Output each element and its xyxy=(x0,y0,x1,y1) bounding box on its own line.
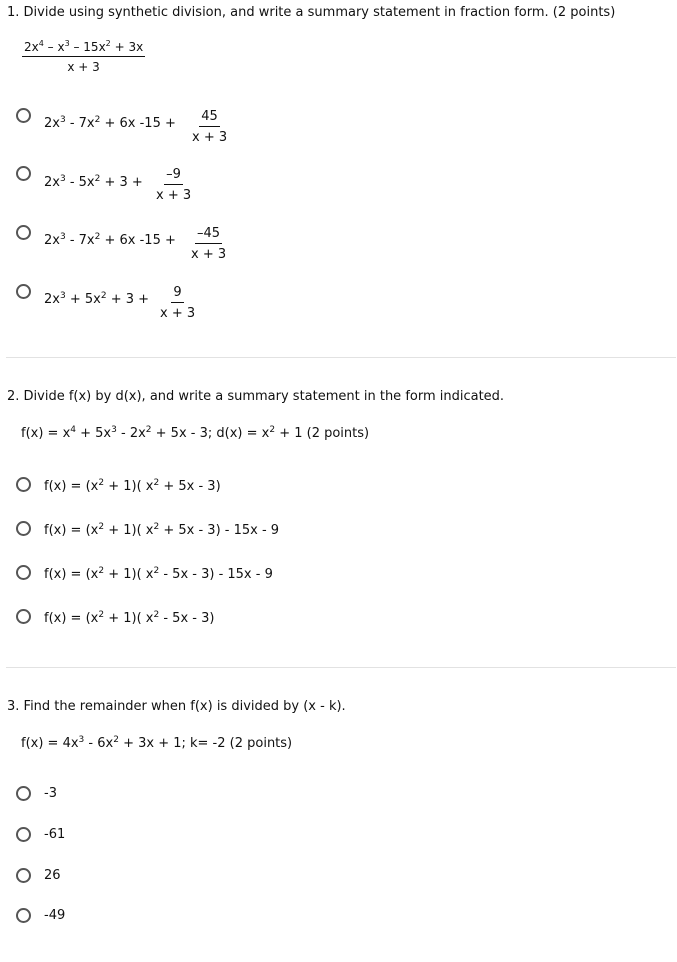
q1-option-d-radio[interactable] xyxy=(16,284,31,299)
q1-option-a-fraction: $\frac{45}{x + 3}$ xyxy=(192,109,228,145)
q1-option-d-fraction: $\frac{9}{x + 3}$ xyxy=(160,285,196,321)
question-3-prompt: $f(x) = 4x^3 - 6x^2 + 3x + 1$; k= -2 (2 points) xyxy=(21,735,293,751)
q1-option-b-label[interactable]: $2x^3 - 5x^2 + 3$ + xyxy=(44,174,143,190)
q1-option-c-label[interactable]: $2x^3 - 7x^2 + 6x$ -15 + xyxy=(44,232,176,248)
q3-option-b-radio[interactable] xyxy=(16,827,31,842)
q3-option-c-radio[interactable] xyxy=(16,868,31,883)
q3-option-b-label[interactable]: -61 xyxy=(44,827,66,842)
q1-option-c-fraction: $\frac{-45}{x + 3}$ xyxy=(191,226,227,262)
q3-option-d-radio[interactable] xyxy=(16,908,31,923)
q2-option-c-label[interactable]: $f(x) = (x^2 + 1)$( $x^2 - 5x - 3) - 15x - 9$ xyxy=(44,566,273,582)
q1-option-a-radio[interactable] xyxy=(16,108,31,123)
section-divider xyxy=(6,357,676,358)
question-1-denominator: x + 3 xyxy=(67,60,100,74)
question-1-fraction xyxy=(22,40,145,74)
q2-option-d-label[interactable]: $f(x) = (x^2 + 1)$( $x^2 - 5x - 3$) xyxy=(44,610,215,626)
q2-option-a-radio[interactable] xyxy=(16,477,31,492)
q2-option-a-label[interactable]: $f(x) = (x^2 + 1)$( $x^2 + 5x - 3$) xyxy=(44,478,221,494)
q3-option-c-label[interactable]: 26 xyxy=(44,868,61,883)
q1-option-a-label[interactable]: $2x^3 - 7x^2 + 6x$ -15 + xyxy=(44,115,176,131)
q3-option-d-label[interactable]: -49 xyxy=(44,908,66,923)
q3-option-a-label[interactable]: -3 xyxy=(44,786,57,801)
q2-option-d-radio[interactable] xyxy=(16,609,31,624)
q1-option-b-radio[interactable] xyxy=(16,166,31,181)
q1-option-c-radio[interactable] xyxy=(16,225,31,240)
question-3-title: 3. Find the remainder when f(x) is divided by (x - k). xyxy=(7,699,346,714)
question-1-numerator: $2x^4 - x^3 - 15x^2 + 3x$ xyxy=(22,40,145,57)
question-1-title: 1. Divide using synthetic division, and write a summary statement in fraction form. (2 points) xyxy=(7,5,616,20)
q2-option-c-radio[interactable] xyxy=(16,565,31,580)
q2-option-b-label[interactable]: $f(x) = (x^2 + 1)$( $x^2 + 5x - 3) - 15x - 9$ xyxy=(44,522,280,538)
q1-option-b-fraction: $\frac{-9}{x + 3}$ xyxy=(156,167,192,203)
section-divider xyxy=(6,667,676,668)
question-2-prompt: $f(x) = x^4 + 5x^3 - 2x^2 + 5x - 3$; $d(x) = x^2 + 1$ (2 points) xyxy=(21,425,370,441)
q1-option-d-label[interactable]: $2x^3 + 5x^2 + 3$ + xyxy=(44,291,150,307)
q2-option-b-radio[interactable] xyxy=(16,521,31,536)
q3-option-a-radio[interactable] xyxy=(16,786,31,801)
question-2-title: 2. Divide f(x) by d(x), and write a summary statement in the form indicated. xyxy=(7,389,505,404)
